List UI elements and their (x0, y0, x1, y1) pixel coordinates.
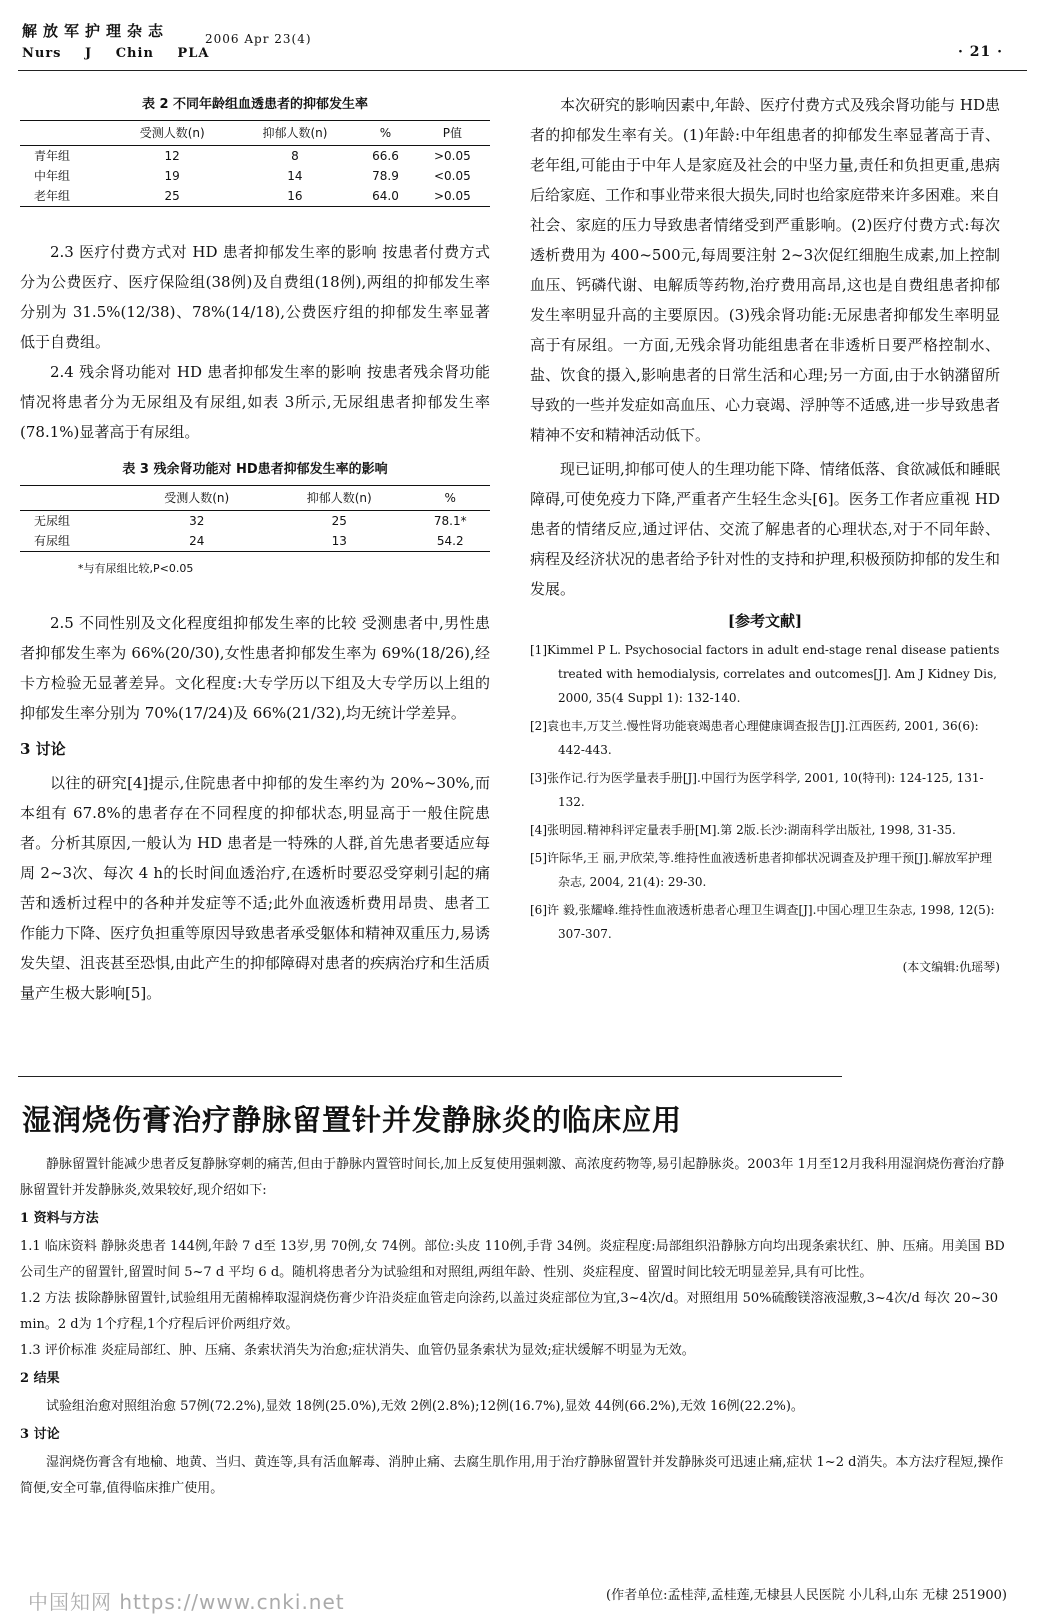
cnki-watermark: 中国知网 https://www.cnki.net (28, 1590, 345, 1614)
table-cell: 8 (291, 149, 299, 163)
table2 (20, 120, 490, 207)
section-heading-methods: 1 资料与方法 (20, 1211, 99, 1226)
table-header-cell: % (356, 121, 414, 146)
article-divider (18, 1076, 842, 1077)
table-header-cell: P值 (415, 121, 490, 146)
editor-note: (本文编辑:仇瑶琴) (902, 960, 1000, 974)
table-cell: 54.2 (410, 531, 490, 552)
table-cell: 32 (189, 514, 205, 528)
table-cell: 13 (268, 531, 411, 552)
paragraph-2-5: 2.5 不同性别及文化程度组抑郁发生率的比较 受测患者中,男性患者抑郁发生率为 66%(20/30),女性患者抑郁发生率为 69%(18/26),经卡方检验无显著差异。文化程度:大专学历以下组及大专学历以上组的抑郁发生率分别为 70%(17/24)及 66%(21/32),均无统计学差异。 (20, 614, 490, 722)
table-header-cell: % (410, 486, 490, 511)
table-header-row (20, 486, 490, 511)
table-cell: 64.0 (356, 186, 414, 207)
header-rule (18, 70, 1027, 71)
table-header-cell: 抑郁人数(n) (268, 486, 411, 511)
right-column (530, 90, 1000, 982)
references-heading: [参考文献] (727, 612, 803, 630)
table2-caption: 表 2 不同年龄组血透患者的抑郁发生率 (141, 97, 369, 112)
table-cell: 19 (164, 169, 180, 183)
table-row (20, 531, 490, 552)
table-cell: 25 (111, 186, 234, 207)
article-intro: 静脉留置针能减少患者反复静脉穿刺的痛苦,但由于静脉内置管时间长,加上反复使用强刺激、高浓度药物等,易引起静脉炎。2003年 1月至12月我科用湿润烧伤膏治疗静脉留置针并发静脉炎,效果较好,现介绍如下: (20, 1157, 1005, 1198)
reference-item: [3]张作记.行为医学量表手册[J].中国行为医学科学, 2001, 10(特刊): 124-125, 131-132. (530, 771, 984, 809)
section-heading-results: 2 结果 (20, 1371, 60, 1386)
table3-note: *与有尿组比较,P<0.05 (78, 562, 194, 575)
reference-item: [1]Kimmel P L. Psychosocial factors in adult end-stage renal disease patients treated with hemodialysis, correlates and outcomes[J]. Am J Kidney Dis, 2000, 35(4 Suppl 1): 132-140. (530, 643, 1000, 705)
paragraph-2-3: 2.3 医疗付费方式对 HD 患者抑郁发生率的影响 按患者付费方式分为公费医疗、医疗保险组(38例)及自费组(18例),两组的抑郁发生率分别为 31.5%(12/38)、78%(14/18),公费医疗组的抑郁发生率显著低于自费组。 (20, 243, 490, 351)
table-cell: 青年组 (34, 149, 71, 163)
table-cell: 78.9 (372, 169, 399, 183)
table-cell: 66.6 (372, 149, 399, 163)
table-header-cell: 受测人数(n) (111, 121, 234, 146)
discussion-paragraph-3: 现已证明,抑郁可使人的生理功能下降、情绪低落、食欲减低和睡眠障碍,可使免疫力下降,严重者产生轻生念头[6]。医务工作者应重视 HD患者的情绪反应,通过评估、交流了解患者的心理状态,对于不同年龄、病程及经济状况的患者给予针对性的支持和护理,积极预防抑郁的发生和发展。 (530, 460, 1000, 598)
section-heading-discussion-2: 3 讨论 (20, 1427, 60, 1442)
table-cell: 12 (164, 149, 180, 163)
table-cell: 中年组 (34, 169, 71, 183)
discussion-paragraph-1: 以往的研究[4]提示,住院患者中抑郁的发生率约为 20%~30%,而本组有 67.8%的患者存在不同程度的抑郁状态,明显高于一般住院患者。分析其原因,一般认为 HD 患者是一特殊的人群,首先患者要适应每周 2~3次、每次 4 h的长时间血透治疗,在透析时要忍受穿刺引起的痛苦和透析过程中的各种并发症等不适;此外血液透析费用昂贵、患者工作能力下降、医疗负担重等原因导致患者承受躯体和精神双重压力,易诱发失望、沮丧甚至恐惧,由此产生的抑郁障碍对患者的疾病治疗和生活质量产生极大影响[5]。 (20, 774, 490, 1002)
table3-caption: 表 3 残余肾功能对 HD患者抑郁发生率的影响 (122, 462, 388, 477)
table-cell: 有尿组 (20, 531, 125, 552)
section-heading-discussion: 3 讨论 (20, 740, 66, 758)
table-cell: 24 (125, 531, 268, 552)
table-cell: 14 (287, 169, 303, 183)
reference-item: [2]袁也丰,万艾兰.慢性肾功能衰竭患者心理健康调查报告[J].江西医药, 2001, 36(6): 442-443. (530, 719, 979, 757)
table-cell: 无尿组 (34, 514, 71, 528)
table-cell: 25 (331, 514, 347, 528)
reference-item: [6]许 毅,张耀峰.维持性血液透析患者心理卫生调查[J].中国心理卫生杂志, 1998, 12(5): 307-307. (530, 903, 995, 941)
second-article (20, 1152, 1005, 1502)
author-affiliation: (作者单位:孟桂萍,孟桂莲,无棣县人民医院 小儿科,山东 无棣 251900) (606, 1588, 1007, 1603)
article-discussion-paragraph: 湿润烧伤膏含有地榆、地黄、当归、黄连等,具有活血解毒、消肿止痛、去腐生肌作用,用于治疗静脉留置针并发静脉炎可迅速止痛,症状 1~2 d消失。本方法疗程短,操作简便,安全可靠,值得临床推广使用。 (20, 1455, 1004, 1496)
reference-item: [5]许际华,王 丽,尹欣荣,等.维持性血液透析患者抑郁状况调查及护理干预[J].解放军护理杂志, 2004, 21(4): 29-30. (530, 851, 993, 889)
journal-volume: 2006 Apr 23(4) (205, 32, 312, 46)
article-title: 湿润烧伤膏治疗静脉留置针并发静脉炎的临床应用 (22, 1103, 683, 1137)
table-cell: >0.05 (415, 186, 490, 207)
table-row (20, 166, 490, 186)
table-header-cell: 受测人数(n) (125, 486, 268, 511)
table-cell: 老年组 (20, 186, 111, 207)
table-cell: <0.05 (433, 169, 471, 183)
results-paragraph: 试验组治愈对照组治愈 57例(72.2%),显效 18例(25.0%),无效 2例(2.8%);12例(16.7%),显效 44例(66.2%),无效 16例(22.2%)。 (46, 1399, 804, 1414)
table-header-cell: 抑郁人数(n) (234, 121, 357, 146)
paragraph-2-4: 2.4 残余肾功能对 HD 患者抑郁发生率的影响 按患者残余肾功能情况将患者分为无尿组及有尿组,如表 3所示,无尿组患者抑郁发生率(78.1%)显著高于有尿组。 (20, 363, 490, 441)
table-cell: >0.05 (433, 149, 471, 163)
journal-name: 解放军护理杂志 (22, 22, 170, 40)
table-header-row (20, 121, 490, 146)
table-header-cell (20, 486, 125, 511)
discussion-paragraph-2: 本次研究的影响因素中,年龄、医疗付费方式及残余肾功能与 HD患者的抑郁发生率有关。(1)年龄:中年组患者的抑郁发生率显著高于青、老年组,可能由于中年人是家庭及社会的中坚力量,责任和负担更重,患病后给家庭、工作和事业带来很大损失,同时也给家庭带来许多困难。来自社会、家庭的压力导致患者情绪受到严重影响。(2)医疗付费方式:每次透析费用为 400~500元,每周要注射 2~3次促红细胞生成素,加上控制血压、钙磷代谢、电解质等药物,治疗费用高昂,这也是自费组患者抑郁发生率明显升高的主要原因。(3)残余肾功能:无尿患者抑郁发生率明显高于有尿组。一方面,无残余肾功能组患者在非透析日要严格控制水、盐、饮食的摄入,影响患者的日常生活和心理;另一方面,由于水钠潴留所导致的一些并发症如高血压、心力衰竭、浮肿等不适感,进一步导致患者精神不安和精神活动低下。 (530, 96, 1000, 444)
paragraph-1-2: 1.2 方法 拔除静脉留置针,试验组用无菌棉棒取湿润烧伤膏少许沿炎症血管走向涂药,以盖过炎症部位为宜,3~4次/d。对照组用 50%硫酸镁溶液湿敷,3~4次/d 每次 20~30 min。2 d为 1个疗程,1个疗程后评价两组疗效。 (20, 1291, 999, 1332)
left-column (20, 90, 490, 1008)
table-row (20, 186, 490, 207)
table3 (20, 485, 490, 552)
table-row (20, 146, 490, 167)
page-number: · 21 · (958, 44, 1003, 60)
table-row (20, 511, 490, 532)
reference-item: [4]张明园.精神科评定量表手册[M].第 2版.长沙:湖南科学出版社, 1998, 31-35. (530, 823, 956, 837)
paragraph-1-1: 1.1 临床资料 静脉炎患者 144例,年龄 7 d至 13岁,男 70例,女 74例。部位:头皮 110例,手背 34例。炎症程度:局部组织沿静脉方向均出现条索状红、肿、压痛。用美国 BD公司生产的留置针,留置时间 5~7 d 平均 6 d。随机将患者分为试验组和对照组,两组年龄、性别、炎症程度、留置时间比较无明显差异,具有可比性。 (20, 1239, 1005, 1280)
paragraph-1-3: 1.3 评价标准 炎症局部红、肿、压痛、条索状消失为治愈;症状消失、血管仍显条索状为显效;症状缓解不明显为无效。 (20, 1343, 695, 1358)
table-cell: 78.1* (433, 514, 467, 528)
journal-abbr: Nurs J Chin PLA (22, 46, 210, 61)
table-header-cell (20, 121, 111, 146)
table-cell: 16 (234, 186, 357, 207)
